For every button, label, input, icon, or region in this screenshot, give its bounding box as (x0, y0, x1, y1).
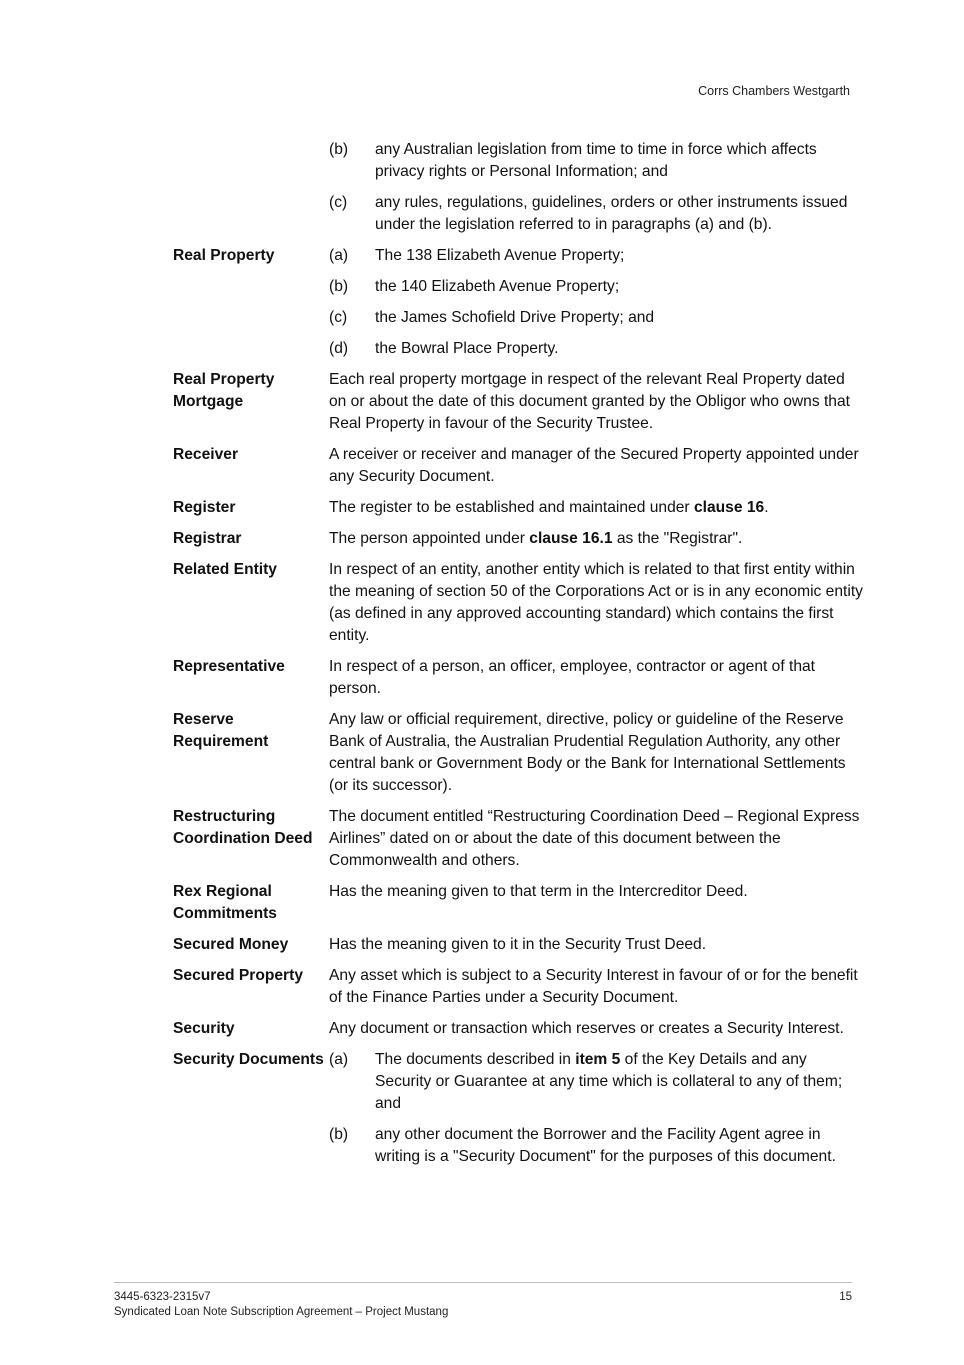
definition-term (173, 139, 329, 236)
definition-entry (173, 965, 863, 1009)
text-run: . (764, 499, 769, 516)
paragraph-text (375, 276, 863, 298)
cross-reference: item 5 (575, 1051, 621, 1068)
definition-term: Secured Money (173, 936, 289, 953)
definition-term: Register (173, 499, 236, 516)
definition-text: Each real property mortgage in respect of the relevant Real Property dated on or about the date of this document granted by the Obligor who owns that Real Property in favour of the Security Trustee. (329, 371, 850, 432)
definition-entry (173, 656, 863, 700)
definition-text: Any document or transaction which reserves or creates a Security Interest. (329, 1020, 844, 1037)
footer-divider (114, 1282, 852, 1283)
definition-term: Related Entity (173, 561, 277, 578)
definition-term: Reserve Requirement (173, 711, 269, 750)
definition-term: Real Property (173, 247, 275, 264)
paragraph-text (375, 307, 863, 329)
paragraph-label: (c) (329, 194, 348, 211)
text-run: any other document the Borrower and the Facility Agent agree in writing is a "Security Document" for the purposes of this document. (375, 1126, 836, 1165)
definition-entry (173, 806, 863, 872)
definition-body (329, 528, 863, 550)
definition-body (329, 1049, 863, 1168)
definition-term: Receiver (173, 446, 239, 463)
definition-body (329, 139, 863, 236)
definition-entry (173, 369, 863, 435)
definition-term: Real Property Mortgage (173, 371, 275, 410)
page-number: 15 (839, 1291, 852, 1303)
definition-entry (173, 881, 863, 925)
definition-term: Restructuring Coordination Deed (173, 808, 313, 847)
definition-text: Has the meaning given to it in the Security Trust Deed. (329, 936, 707, 953)
sub-paragraph (329, 245, 863, 267)
text-run: any Australian legislation from time to time in force which affects privacy rights or Personal Information; and (375, 141, 817, 180)
definition-entry (173, 245, 863, 360)
sub-paragraph (329, 1049, 863, 1115)
sub-paragraph (329, 1124, 863, 1168)
definition-body (329, 444, 863, 488)
definition-body (329, 806, 863, 872)
text-run: The person appointed under (329, 530, 530, 547)
definition-body (329, 369, 863, 435)
text-run: The documents described in (375, 1051, 576, 1068)
definition-text: Has the meaning given to that term in the Intercreditor Deed. (329, 883, 748, 900)
footer-doc-id: 3445-6323-2315v7 (114, 1291, 211, 1303)
sub-paragraph (329, 276, 863, 298)
paragraph-label: (b) (329, 1126, 349, 1143)
sub-paragraph (329, 139, 863, 183)
text-run: the Bowral Place Property. (375, 340, 559, 357)
sub-paragraph (329, 338, 863, 360)
definition-text: In respect of an entity, another entity which is related to that first entity within the meaning of section 50 of the Corporations Act or is in any economic entity (as defined in any approved accounting standard) which contains the first entity. (329, 561, 863, 644)
definition-body (329, 656, 863, 700)
definition-body (329, 559, 863, 647)
definition-body (329, 965, 863, 1009)
definition-term: Representative (173, 658, 285, 675)
definition-text: A receiver or receiver and manager of the Secured Property appointed under any Security Document. (329, 446, 859, 485)
definition-text (329, 528, 863, 550)
definition-body (329, 709, 863, 797)
text-run: of the Key Details and any Security or Guarantee at any time which is collateral to any of them; and (375, 1051, 843, 1112)
paragraph-label: (c) (329, 309, 348, 326)
sub-paragraph (329, 192, 863, 236)
definition-term: Rex Regional Commitments (173, 883, 277, 922)
definition-term: Security Documents (173, 1051, 324, 1068)
paragraph-label: (a) (329, 247, 349, 264)
text-run: The register to be established and maintained under (329, 499, 694, 516)
definition-body (329, 245, 863, 360)
definition-entry (173, 709, 863, 797)
definition-term: Secured Property (173, 967, 303, 984)
definition-body (329, 881, 863, 925)
paragraph-label: (b) (329, 278, 349, 295)
definition-entry (173, 934, 863, 956)
definition-entry (173, 1049, 863, 1168)
paragraph-text (375, 245, 863, 267)
page-header-firm: Corrs Chambers Westgarth (698, 84, 850, 98)
text-run: as the "Registrar". (612, 530, 743, 547)
definition-text: In respect of a person, an officer, employee, contractor or agent of that person. (329, 658, 816, 697)
footer-doc-title: Syndicated Loan Note Subscription Agreement – Project Mustang (114, 1306, 449, 1318)
definition-term: Security (173, 1020, 235, 1037)
text-run: The 138 Elizabeth Avenue Property; (375, 247, 625, 264)
definition-body (329, 1018, 863, 1040)
text-run: any rules, regulations, guidelines, orders or other instruments issued under the legislation referred to in paragraphs (a) and (b). (375, 194, 848, 233)
definition-entry (173, 1018, 863, 1040)
definition-text: The document entitled “Restructuring Coordination Deed – Regional Express Airlines” dated on or about the date of this document between the Commonwealth and others. (329, 808, 860, 869)
definition-entry (173, 444, 863, 488)
cross-reference: clause 16 (693, 499, 765, 516)
paragraph-label: (d) (329, 340, 349, 357)
paragraph-text (375, 1049, 863, 1115)
definition-entry (173, 559, 863, 647)
paragraph-text (375, 338, 863, 360)
definition-text: Any asset which is subject to a Security Interest in favour of or for the benefit of the Finance Parties under a Security Document. (329, 967, 858, 1006)
paragraph-text (375, 139, 863, 183)
paragraph-text (375, 1124, 863, 1168)
definition-text: Any law or official requirement, directive, policy or guideline of the Reserve Bank of Australia, the Australian Prudential Regulation Authority, any other central bank or Government Body or the Bank for International Settlements (or its successor). (329, 711, 846, 794)
definition-body (329, 497, 863, 519)
definition-text (329, 497, 863, 519)
definitions-list (173, 139, 863, 1177)
sub-paragraph (329, 307, 863, 329)
page-footer (114, 1290, 852, 1320)
paragraph-label: (a) (329, 1051, 349, 1068)
paragraph-text (375, 192, 863, 236)
definition-term: Registrar (173, 530, 242, 547)
paragraph-label: (b) (329, 141, 349, 158)
definition-entry (173, 497, 863, 519)
text-run: the James Schofield Drive Property; and (375, 309, 655, 326)
definition-entry (173, 139, 863, 236)
text-run: the 140 Elizabeth Avenue Property; (375, 278, 620, 295)
definition-entry (173, 528, 863, 550)
cross-reference: clause 16.1 (529, 530, 613, 547)
definition-body (329, 934, 863, 956)
